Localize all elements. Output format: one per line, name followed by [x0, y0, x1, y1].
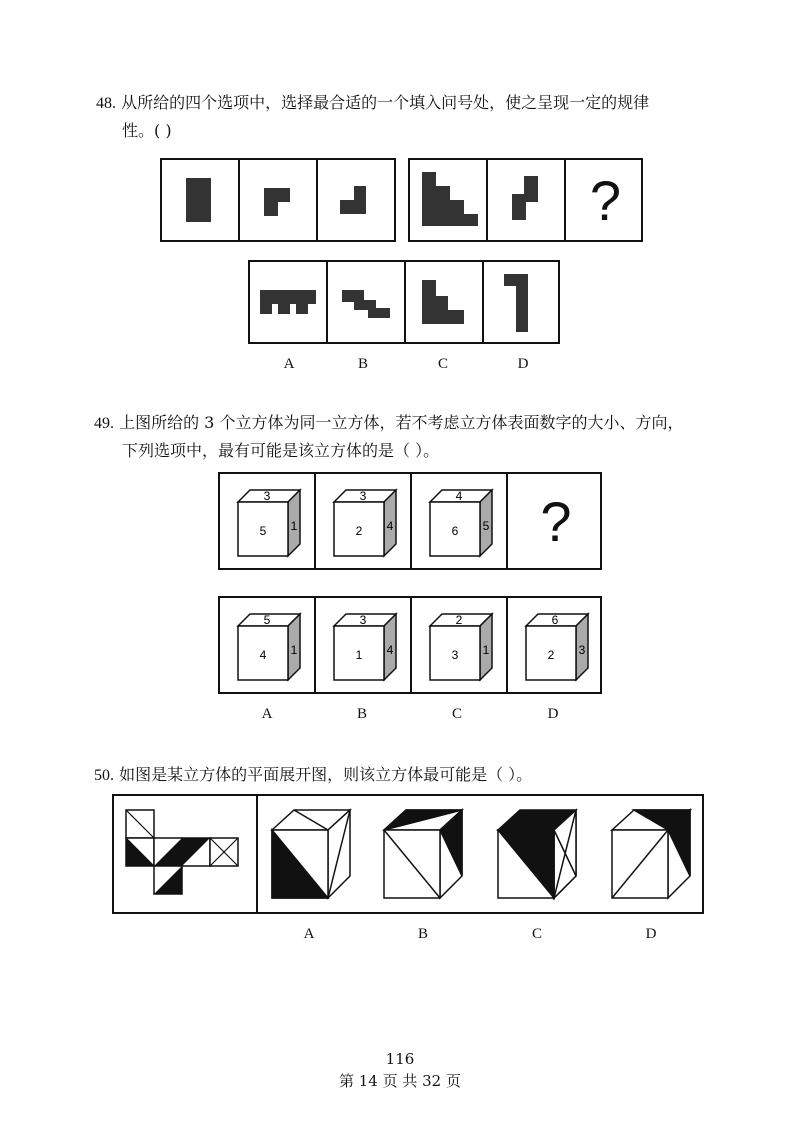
q49-option-c-cube[interactable] [412, 598, 508, 692]
q48-option-c-label[interactable]: C [437, 356, 448, 372]
q50-figure-box [112, 794, 704, 914]
q48-option-a-figure[interactable] [250, 262, 328, 342]
q50-option-d-label[interactable]: D [645, 926, 657, 942]
cube-net-figure [114, 796, 254, 912]
figure-staircase [410, 160, 486, 240]
cube-front-number: 4 [259, 648, 267, 662]
figure-step-shape [240, 160, 316, 240]
q50-option-cubes [258, 796, 698, 912]
question-number: 49. [94, 415, 114, 432]
cube-front-number: 3 [451, 648, 459, 662]
question-number: 48. [96, 95, 116, 112]
q49-given-cube-3 [412, 474, 508, 568]
cube-side-number: 5 [482, 519, 490, 533]
question-48-text [96, 90, 649, 117]
q48-options [248, 260, 560, 344]
q48-figure-3 [318, 160, 398, 240]
cube-top-number: 3 [263, 489, 271, 503]
q48-sequence-group-1 [160, 158, 396, 242]
q49-option-a-cube[interactable] [220, 598, 316, 692]
question-text: 如图是某立方体的平面展开图，则该立方体最可能是（ ）。 [119, 765, 533, 784]
q49-given-cube-2 [316, 474, 412, 568]
cube-icon [220, 474, 314, 570]
question-49-text [94, 410, 683, 437]
cube-side-number: 3 [578, 643, 586, 657]
question-48-text-line2: 性。( ) [122, 121, 172, 140]
q48-figure-2 [240, 160, 318, 240]
q48-figure-5 [488, 160, 566, 240]
figure-option-d [484, 262, 560, 342]
q49-given-cube-1 [220, 474, 316, 568]
q50-option-c-cube [498, 810, 576, 898]
q49-option-a-label[interactable]: A [261, 706, 273, 722]
question-mark: ? [589, 168, 622, 232]
q48-option-b-figure[interactable] [328, 262, 406, 342]
q48-option-c-figure[interactable] [406, 262, 484, 342]
q49-option-cubes [218, 596, 602, 694]
q50-option-a-cube [272, 810, 350, 898]
question-text-line1: 从所给的四个选项中，选择最合适的一个填入问号处，使之呈现一定的规律 [121, 93, 650, 112]
question-mark: ? [540, 489, 572, 553]
q49-option-d-label[interactable]: D [547, 706, 559, 722]
figure-option-a [250, 262, 326, 342]
cube-side-number: 4 [386, 643, 394, 657]
cube-icon [412, 598, 506, 694]
page-info: 第 14 页 共 32 页 [338, 1072, 461, 1090]
question-49-text-line2: 下列选项中，最有可能是该立方体的是（ ）。 [122, 441, 440, 460]
q49-option-d-cube[interactable] [508, 598, 604, 692]
cube-top-number: 2 [455, 613, 463, 627]
cube-icon [316, 474, 410, 570]
cube-front-number: 2 [547, 648, 555, 662]
cube-top-number: 3 [359, 613, 367, 627]
cube-top-number: 4 [455, 489, 463, 503]
q48-figure-1 [162, 160, 240, 240]
figure-step-shape [318, 160, 394, 240]
q50-option-b-cube [384, 810, 462, 898]
q50-option-d-cube [612, 810, 690, 898]
q50-cube-net [114, 796, 258, 912]
q50-option-b-label[interactable]: B [417, 926, 428, 942]
cube-top-number: 3 [359, 489, 367, 503]
q49-option-c-label[interactable]: C [451, 706, 462, 722]
cube-icon [508, 598, 602, 694]
figure-option-b [328, 262, 404, 342]
question-number: 50. [94, 767, 114, 784]
figure-option-c [406, 262, 482, 342]
q50-option-c-label[interactable]: C [531, 926, 542, 942]
question-text-line1: 上图所给的 3 个立方体为同一立方体，若不考虑立方体表面数字的大小、方向， [119, 413, 684, 432]
cube-front-number: 5 [259, 524, 267, 538]
cube-front-number: 1 [355, 648, 363, 662]
question-50-text [94, 762, 532, 789]
q48-sequence-group-2 [408, 158, 643, 242]
q48-option-b-label[interactable]: B [357, 356, 368, 372]
figure-tall-block [162, 160, 238, 240]
cube-icon [316, 598, 410, 694]
cube-side-number: 4 [386, 519, 394, 533]
q49-option-b-label[interactable]: B [356, 706, 367, 722]
cube-top-number: 6 [551, 613, 559, 627]
q48-figure-unknown [566, 160, 645, 240]
cube-front-number: 6 [451, 524, 459, 538]
q48-option-d-label[interactable]: D [517, 356, 529, 372]
cube-icon [220, 598, 314, 694]
cube-icon [412, 474, 506, 570]
q49-given-cubes [218, 472, 602, 570]
q50-options [258, 796, 702, 912]
q48-option-a-label[interactable]: A [283, 356, 295, 372]
q49-option-b-cube[interactable] [316, 598, 412, 692]
cube-front-number: 2 [355, 524, 363, 538]
q50-option-a-label[interactable]: A [303, 926, 315, 942]
cube-top-number: 5 [263, 613, 271, 627]
cube-side-number: 1 [482, 643, 490, 657]
cube-side-number: 1 [290, 519, 298, 533]
q48-option-d-figure[interactable] [484, 262, 562, 342]
q49-unknown-cube [508, 474, 604, 568]
cube-side-number: 1 [290, 643, 298, 657]
page-number: 116 [385, 1050, 415, 1068]
q48-figure-4 [410, 160, 488, 240]
figure-zigzag [488, 160, 564, 240]
